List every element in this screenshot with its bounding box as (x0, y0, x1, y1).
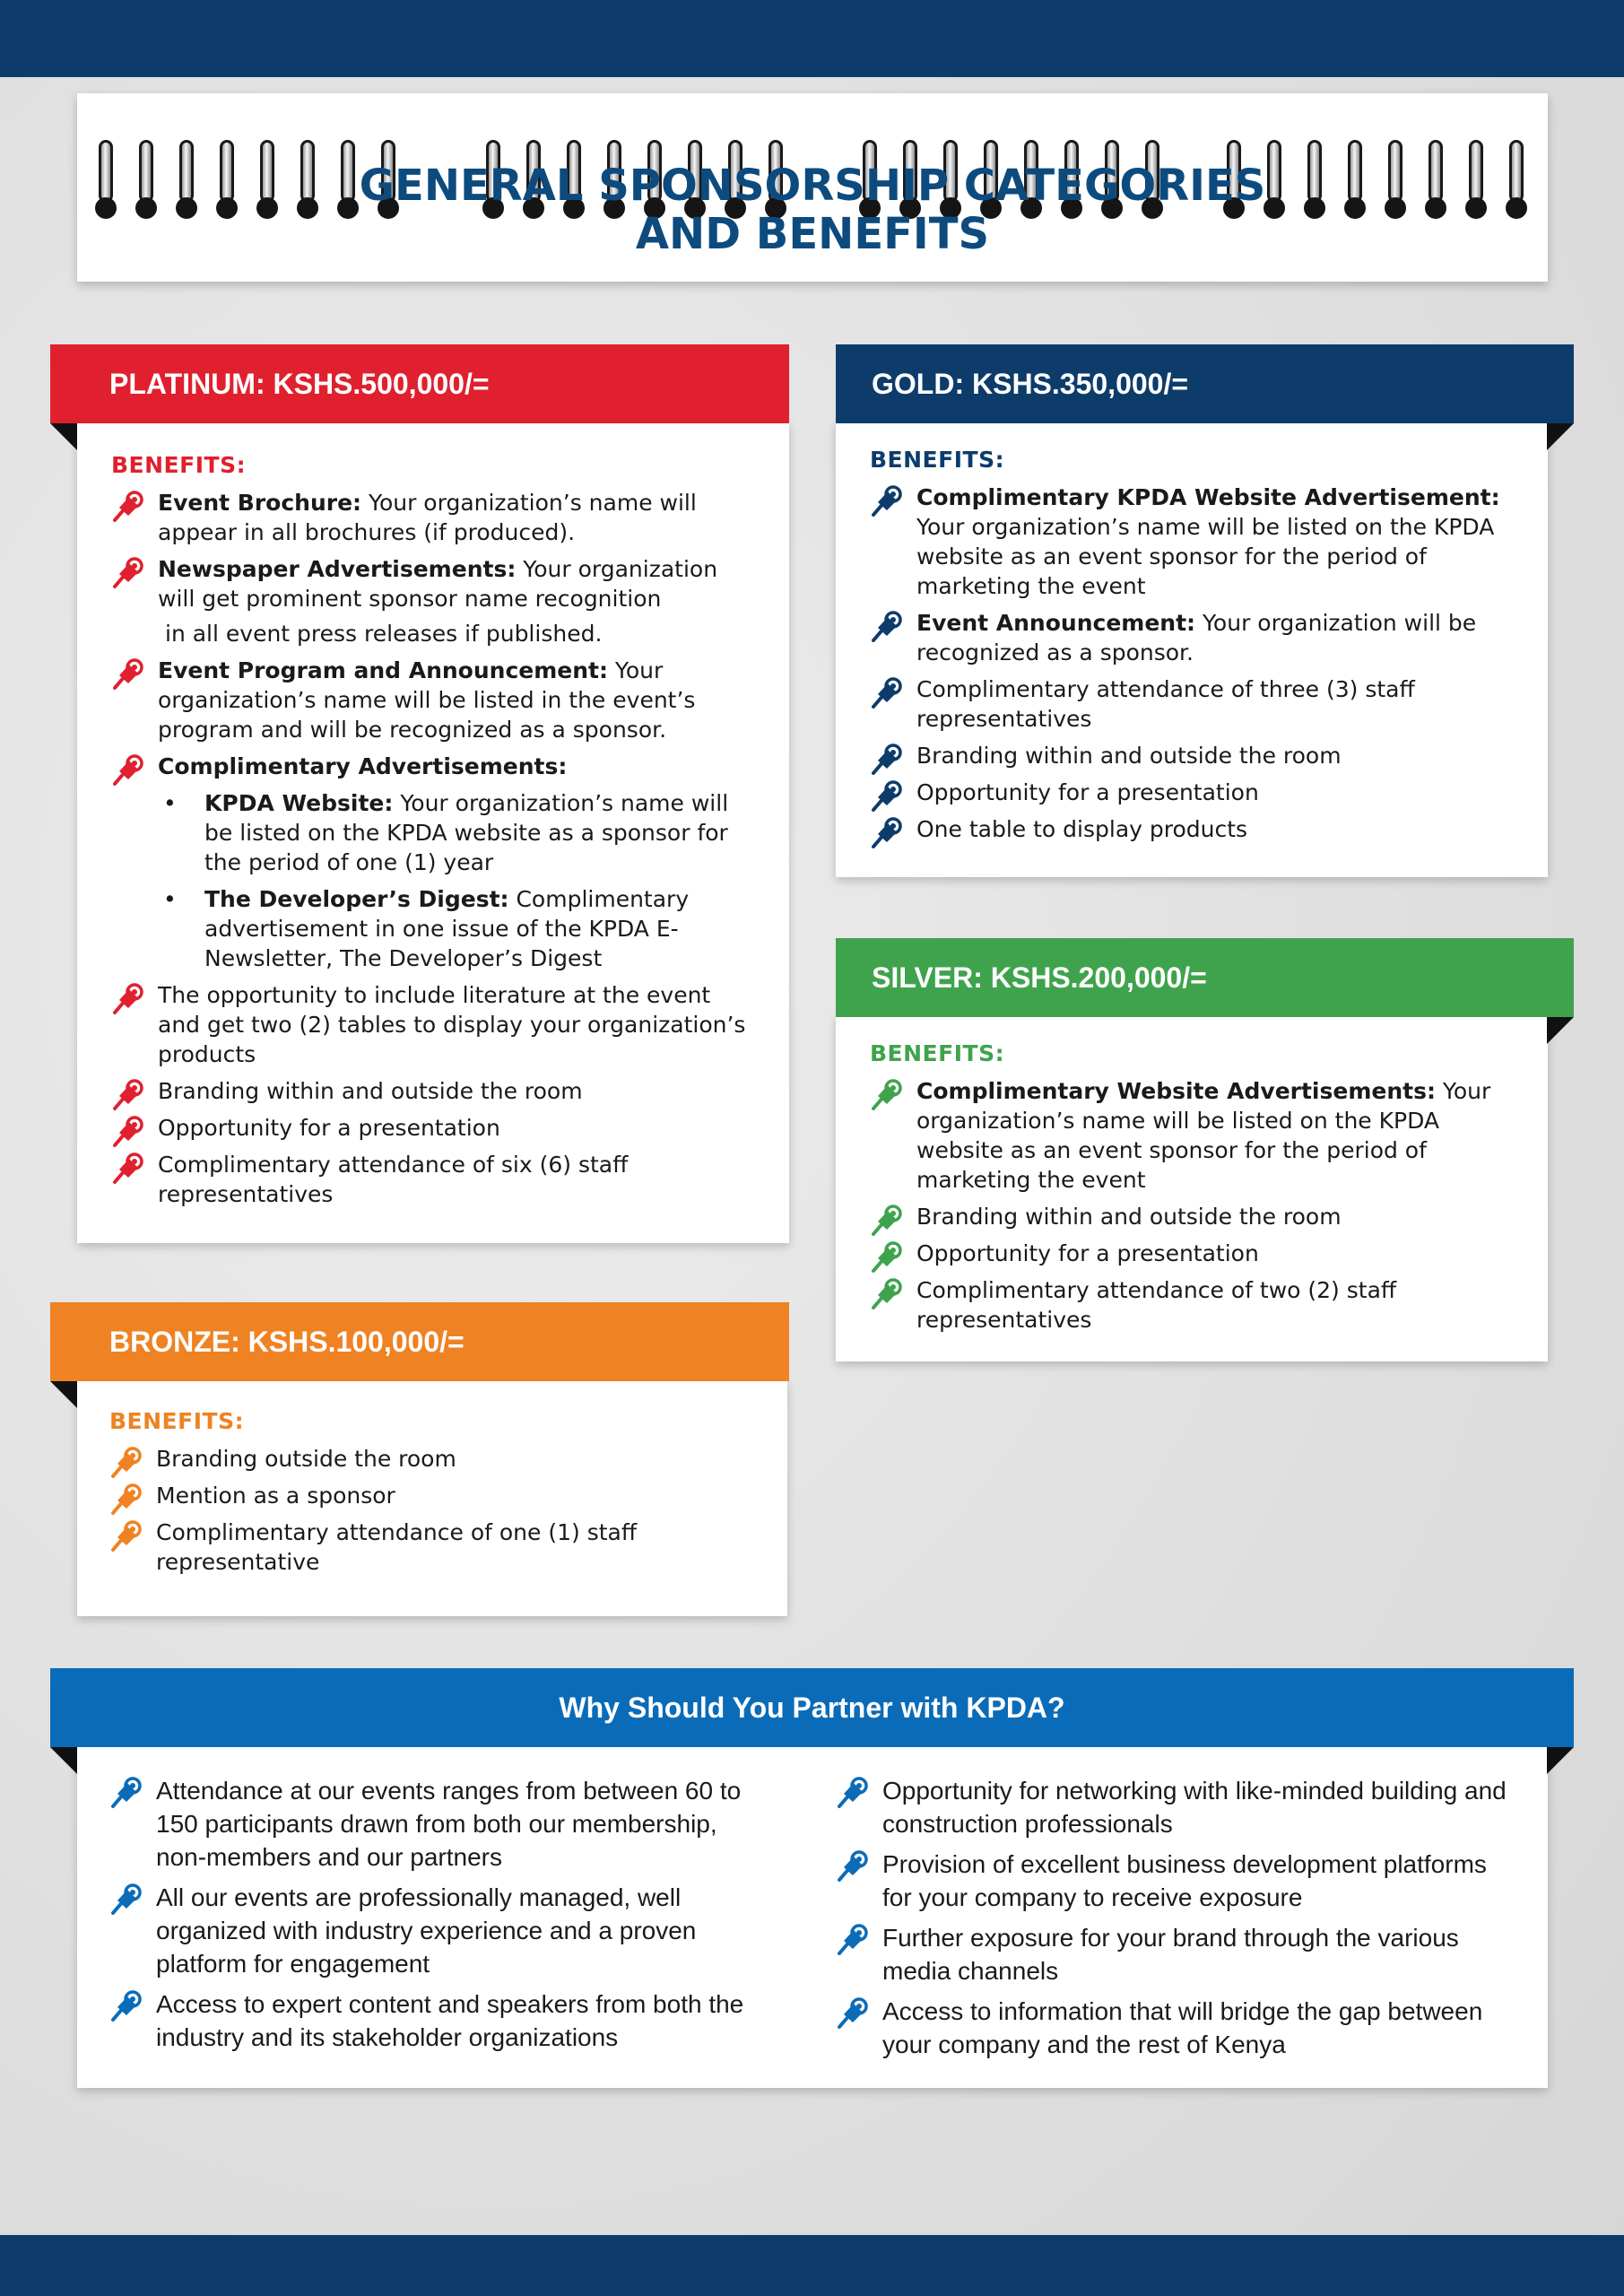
ribbon-fold (1547, 1747, 1574, 1774)
pushpin-icon (870, 610, 904, 644)
pushpin-icon (836, 1996, 870, 2031)
benefit-title: Newspaper Advertisements: (158, 556, 517, 582)
benefit-text: Your organization’s name will be listed on the KPDA website as an event sponsor for the period of marketing the event (916, 514, 1495, 599)
reason-text: All our events are professionally managed, well organized with industry experience and a proven platform for engagement (156, 1883, 697, 1978)
pushpin-icon (870, 1240, 904, 1274)
list-item (111, 752, 757, 973)
benefit-text: Your organization’s name will be listed on the KPDA website as a sponsor for the period of one (1) year (204, 790, 729, 875)
pushpin-icon (870, 484, 904, 518)
bottom-banner (0, 2235, 1624, 2296)
benefit-text: Opportunity for a presentation (916, 779, 1259, 805)
gold-benefit-list (870, 483, 1519, 851)
bronze-benefit-list (109, 1444, 755, 1584)
partner-reasons-right (836, 1774, 1517, 2068)
list-item (870, 674, 1519, 734)
benefit-title: Event Brochure: (158, 490, 362, 516)
title-card (77, 93, 1548, 282)
bronze-heading: BRONZE: KSHS.100,000/= (50, 1302, 789, 1381)
list-item (870, 814, 1519, 844)
benefit-text: Branding outside the room (156, 1446, 456, 1472)
list-item (109, 1518, 755, 1577)
benefit-text: Your organization’s name will be listed on the KPDA website as an event sponsor for the period of marketing the event (916, 1078, 1491, 1193)
reason-text: Access to expert content and speakers from both the industry and its stakeholder organizations (156, 1990, 744, 2051)
platinum-heading: PLATINUM: KSHS.500,000/= (50, 344, 789, 423)
pushpin-icon (870, 779, 904, 813)
platinum-benefit-list (111, 488, 757, 1216)
benefit-title: KPDA Website: (204, 790, 394, 816)
pushpin-icon (870, 1204, 904, 1238)
list-item (870, 1275, 1519, 1335)
list-item (870, 778, 1519, 807)
benefit-text: Your organization will get prominent sponsor name recognition (158, 556, 718, 612)
list-item (870, 608, 1519, 667)
list-item (111, 980, 757, 1069)
pushpin-icon (109, 1989, 143, 2023)
reason-text: Opportunity for networking with like-minded building and construction professionals (882, 1777, 1507, 1838)
pushpin-icon (109, 1446, 143, 1480)
sub-benefit-list (158, 788, 757, 973)
benefit-title: Complimentary Website Advertisements: (916, 1078, 1436, 1104)
benefit-title: Event Program and Announcement: (158, 657, 608, 683)
pushpin-icon (111, 1078, 145, 1112)
pushpin-icon (109, 1519, 143, 1553)
pushpin-icon (109, 1776, 143, 1810)
reason-text: Access to information that will bridge the gap between your company and the rest of Kenya (882, 1997, 1483, 2058)
bullet-dot: • (163, 886, 177, 912)
benefit-title: Event Announcement: (916, 610, 1196, 636)
benefit-text: Complimentary attendance of six (6) staff representatives (158, 1152, 629, 1207)
reason-text: Attendance at our events ranges from between 60 to 150 participants drawn from both our membership, non-members and our partners (156, 1777, 742, 1871)
silver-benefit-list (870, 1076, 1519, 1342)
benefit-text: Opportunity for a presentation (916, 1240, 1259, 1266)
benefit-text-continued: in all event press releases if published. (165, 621, 603, 647)
list-item (836, 1848, 1517, 1914)
benefit-text: The opportunity to include literature at the event and get two (2) tables to display your organization’s products (158, 982, 746, 1067)
pushpin-icon (111, 753, 145, 787)
ribbon-fold (50, 1381, 77, 1408)
pushpin-icon (870, 743, 904, 777)
pushpin-icon (870, 816, 904, 850)
list-item (836, 1995, 1517, 2061)
reason-text: Provision of excellent business development platforms for your company to receive exposure (882, 1850, 1487, 1911)
ribbon-fold (50, 423, 77, 450)
list-item (870, 741, 1519, 770)
benefit-text: One table to display products (916, 816, 1248, 842)
list-item (870, 1239, 1519, 1268)
bullet-dot: • (163, 790, 177, 816)
ribbon-fold (1547, 423, 1574, 450)
partner-reasons-left (109, 1774, 764, 2061)
list-item (111, 554, 757, 648)
benefit-title: The Developer’s Digest: (204, 886, 509, 912)
list-item (109, 1881, 764, 1980)
silver-benefits-label: BENEFITS: (870, 1040, 1005, 1066)
list-item (111, 1076, 757, 1106)
list-item (836, 1921, 1517, 1987)
pushpin-icon (870, 1078, 904, 1112)
pushpin-icon (111, 556, 145, 590)
title-line-1: GENERAL SPONSORSHIP CATEGORIES (359, 161, 1266, 211)
benefit-text: Complimentary attendance of three (3) staff representatives (916, 676, 1415, 732)
list-item (109, 1444, 755, 1474)
list-item (111, 488, 757, 547)
gold-benefits-label: BENEFITS: (870, 447, 1005, 473)
gold-heading: GOLD: KSHS.350,000/= (836, 344, 1574, 423)
benefit-title: Complimentary KPDA Website Advertisement: (916, 484, 1500, 510)
pushpin-icon (836, 1923, 870, 1957)
benefit-text: Your organization’s name will appear in all brochures (if produced). (158, 490, 697, 545)
benefit-text: Complimentary advertisement in one issue of the KPDA E-Newsletter, The Developer’s Digest (204, 886, 690, 971)
benefit-text: Complimentary attendance of one (1) staff representative (156, 1519, 638, 1575)
list-item (870, 1202, 1519, 1231)
sub-list-item (158, 788, 757, 877)
partner-heading: Why Should You Partner with KPDA? (50, 1668, 1574, 1747)
list-item (870, 483, 1519, 601)
ribbon-fold (50, 1747, 77, 1774)
title-line-2: AND BENEFITS (635, 209, 990, 259)
list-item (109, 1987, 764, 2054)
pushpin-icon (111, 1115, 145, 1149)
reason-text: Further exposure for your brand through the various media channels (882, 1924, 1459, 1985)
pushpin-icon (109, 1883, 143, 1917)
pushpin-icon (870, 1277, 904, 1311)
benefit-text: Branding within and outside the room (158, 1078, 583, 1104)
benefit-text: Complimentary attendance of two (2) staff representatives (916, 1277, 1397, 1333)
list-item (109, 1774, 764, 1874)
benefit-title: Complimentary Advertisements: (158, 753, 568, 779)
page-title (77, 161, 1548, 258)
list-item (109, 1481, 755, 1510)
pushpin-icon (111, 1152, 145, 1186)
pushpin-icon (109, 1483, 143, 1517)
bronze-benefits-label: BENEFITS: (109, 1408, 245, 1434)
pushpin-icon (870, 676, 904, 710)
pushpin-icon (111, 657, 145, 691)
list-item (111, 1113, 757, 1143)
benefit-text: Opportunity for a presentation (158, 1115, 500, 1141)
benefit-text: Your organization will be recognized as a sponsor. (916, 610, 1477, 665)
ribbon-fold (1547, 1017, 1574, 1044)
sub-list-item (158, 884, 757, 973)
benefit-text: Branding within and outside the room (916, 743, 1342, 769)
list-item (836, 1774, 1517, 1840)
pushpin-icon (111, 490, 145, 524)
pushpin-icon (111, 982, 145, 1016)
list-item (111, 656, 757, 744)
benefit-text: Branding within and outside the room (916, 1204, 1342, 1230)
pushpin-icon (836, 1776, 870, 1810)
silver-heading: SILVER: KSHS.200,000/= (836, 938, 1574, 1017)
top-banner (0, 0, 1624, 77)
pushpin-icon (836, 1849, 870, 1883)
benefit-text: Mention as a sponsor (156, 1483, 395, 1509)
list-item (870, 1076, 1519, 1195)
list-item (111, 1150, 757, 1209)
platinum-benefits-label: BENEFITS: (111, 452, 247, 478)
benefit-text: Your organization’s name will be listed in the event’s program and will be recognized as a sponsor. (158, 657, 696, 743)
